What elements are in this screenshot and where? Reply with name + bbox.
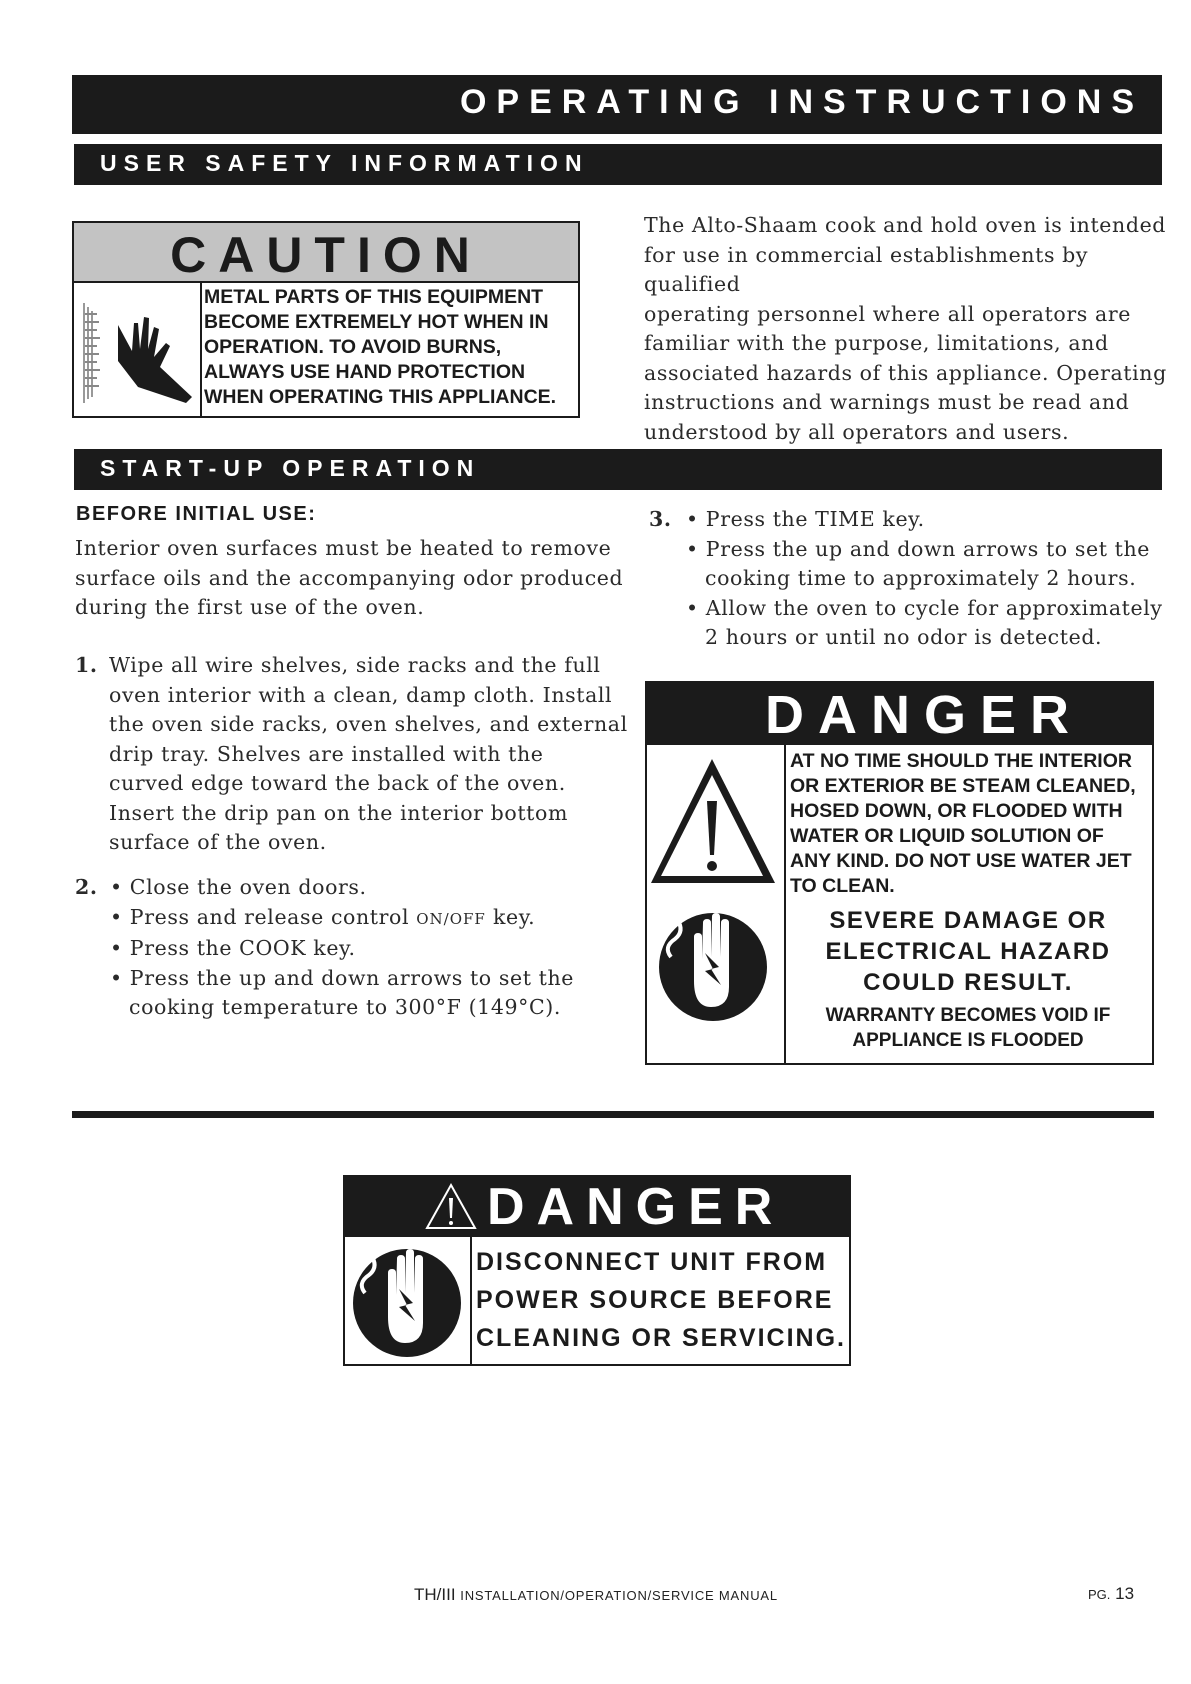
step-3-text: • Press the TIME key. • Press the up and down arrows to set the cooking time to approximately 2 hours. • Allow the oven to cycle for approximately 2 hours or until no odor is detected. [686, 507, 1163, 649]
danger-severe-warning: SEVERE DAMAGE OR ELECTRICAL HAZARD COULD RESULT. [825, 907, 1111, 996]
step-1-text: Wipe all wire shelves, side racks and the full oven interior with a clean, damp cloth. Install the oven side racks, oven shelves, and external drip tray. Shelves are installed with the curved edge toward the back of the oven. Insert the drip pan on the interior bottom surface of the oven. [109, 653, 628, 854]
caution-title: CAUTION [170, 227, 482, 283]
hot-surface-icon [74, 283, 202, 416]
header-bar [72, 75, 1162, 134]
step-1-number: 1. [75, 653, 98, 677]
section-divider [72, 1111, 1154, 1118]
danger-box-flooding [645, 681, 1154, 1065]
footer-page-number: PG. 13 [1088, 1584, 1135, 1603]
danger-title: DANGER [765, 685, 1084, 745]
section-title-user-safety: USER SAFETY INFORMATION [100, 150, 589, 176]
caution-header [74, 223, 578, 283]
danger-icon-column [647, 745, 786, 1063]
caution-box [72, 221, 580, 418]
step-3-number: 3. [649, 507, 672, 531]
danger-flooding-message: AT NO TIME SHOULD THE INTERIOR OR EXTERIOR BE STEAM CLEANED, HOSED DOWN, OR FLOODED WITH WATER OR LIQUID SOLUTION OF ANY KIND. DO NOT USE WATER JET TO CLEAN. [790, 750, 1136, 897]
page-title: OPERATING INSTRUCTIONS [459, 83, 1144, 121]
footer-manual-title: TH/III INSTALLATION/OPERATION/SERVICE MANUAL [414, 1585, 778, 1604]
section-bar-user-safety [74, 144, 1162, 185]
electrical-hazard-icon [345, 1237, 472, 1364]
warning-triangle-icon [647, 745, 784, 1063]
intro-paragraph: The Alto-Shaam cook and hold oven is intended for use in commercial establishments by qualified operating personnel where all operators are familiar with the purpose, limitations, and associated hazards of this appliance. Operating instructions and warnings must be read and understood by all operators and users. [644, 213, 1167, 444]
before-use-heading: BEFORE INITIAL USE: [76, 503, 317, 525]
section-title-startup: START-UP OPERATION [100, 455, 481, 481]
warning-triangle-icon [425, 1182, 477, 1230]
step-2-number: 2. [75, 875, 98, 899]
danger-warranty-note: WARRANTY BECOMES VOID IF APPLIANCE IS FLOODED [825, 1005, 1111, 1051]
danger2-header [345, 1177, 849, 1237]
danger-disconnect-message: DISCONNECT UNIT FROM POWER SOURCE BEFORE CLEANING OR SERVICING. [476, 1248, 846, 1352]
step-2-text: • Close the oven doors. • Press and release control ON/OFF key. • Press the COOK key. • Press the up and down arrows to set the cooking temperature to 300°F (149°C). [110, 875, 575, 1019]
danger2-title: DANGER [487, 1178, 785, 1236]
danger-header [647, 683, 1152, 745]
danger-box-disconnect [343, 1175, 851, 1366]
before-use-paragraph: Interior oven surfaces must be heated to remove surface oils and the accompanying odor produced during the first use of the oven. [75, 536, 624, 619]
caution-message: METAL PARTS OF THIS EQUIPMENT BECOME EXTREMELY HOT WHEN IN OPERATION. TO AVOID BURNS, ALWAYS USE HAND PROTECTION WHEN OPERATING THIS APPLIANCE. [204, 286, 557, 408]
section-bar-startup [74, 449, 1162, 490]
